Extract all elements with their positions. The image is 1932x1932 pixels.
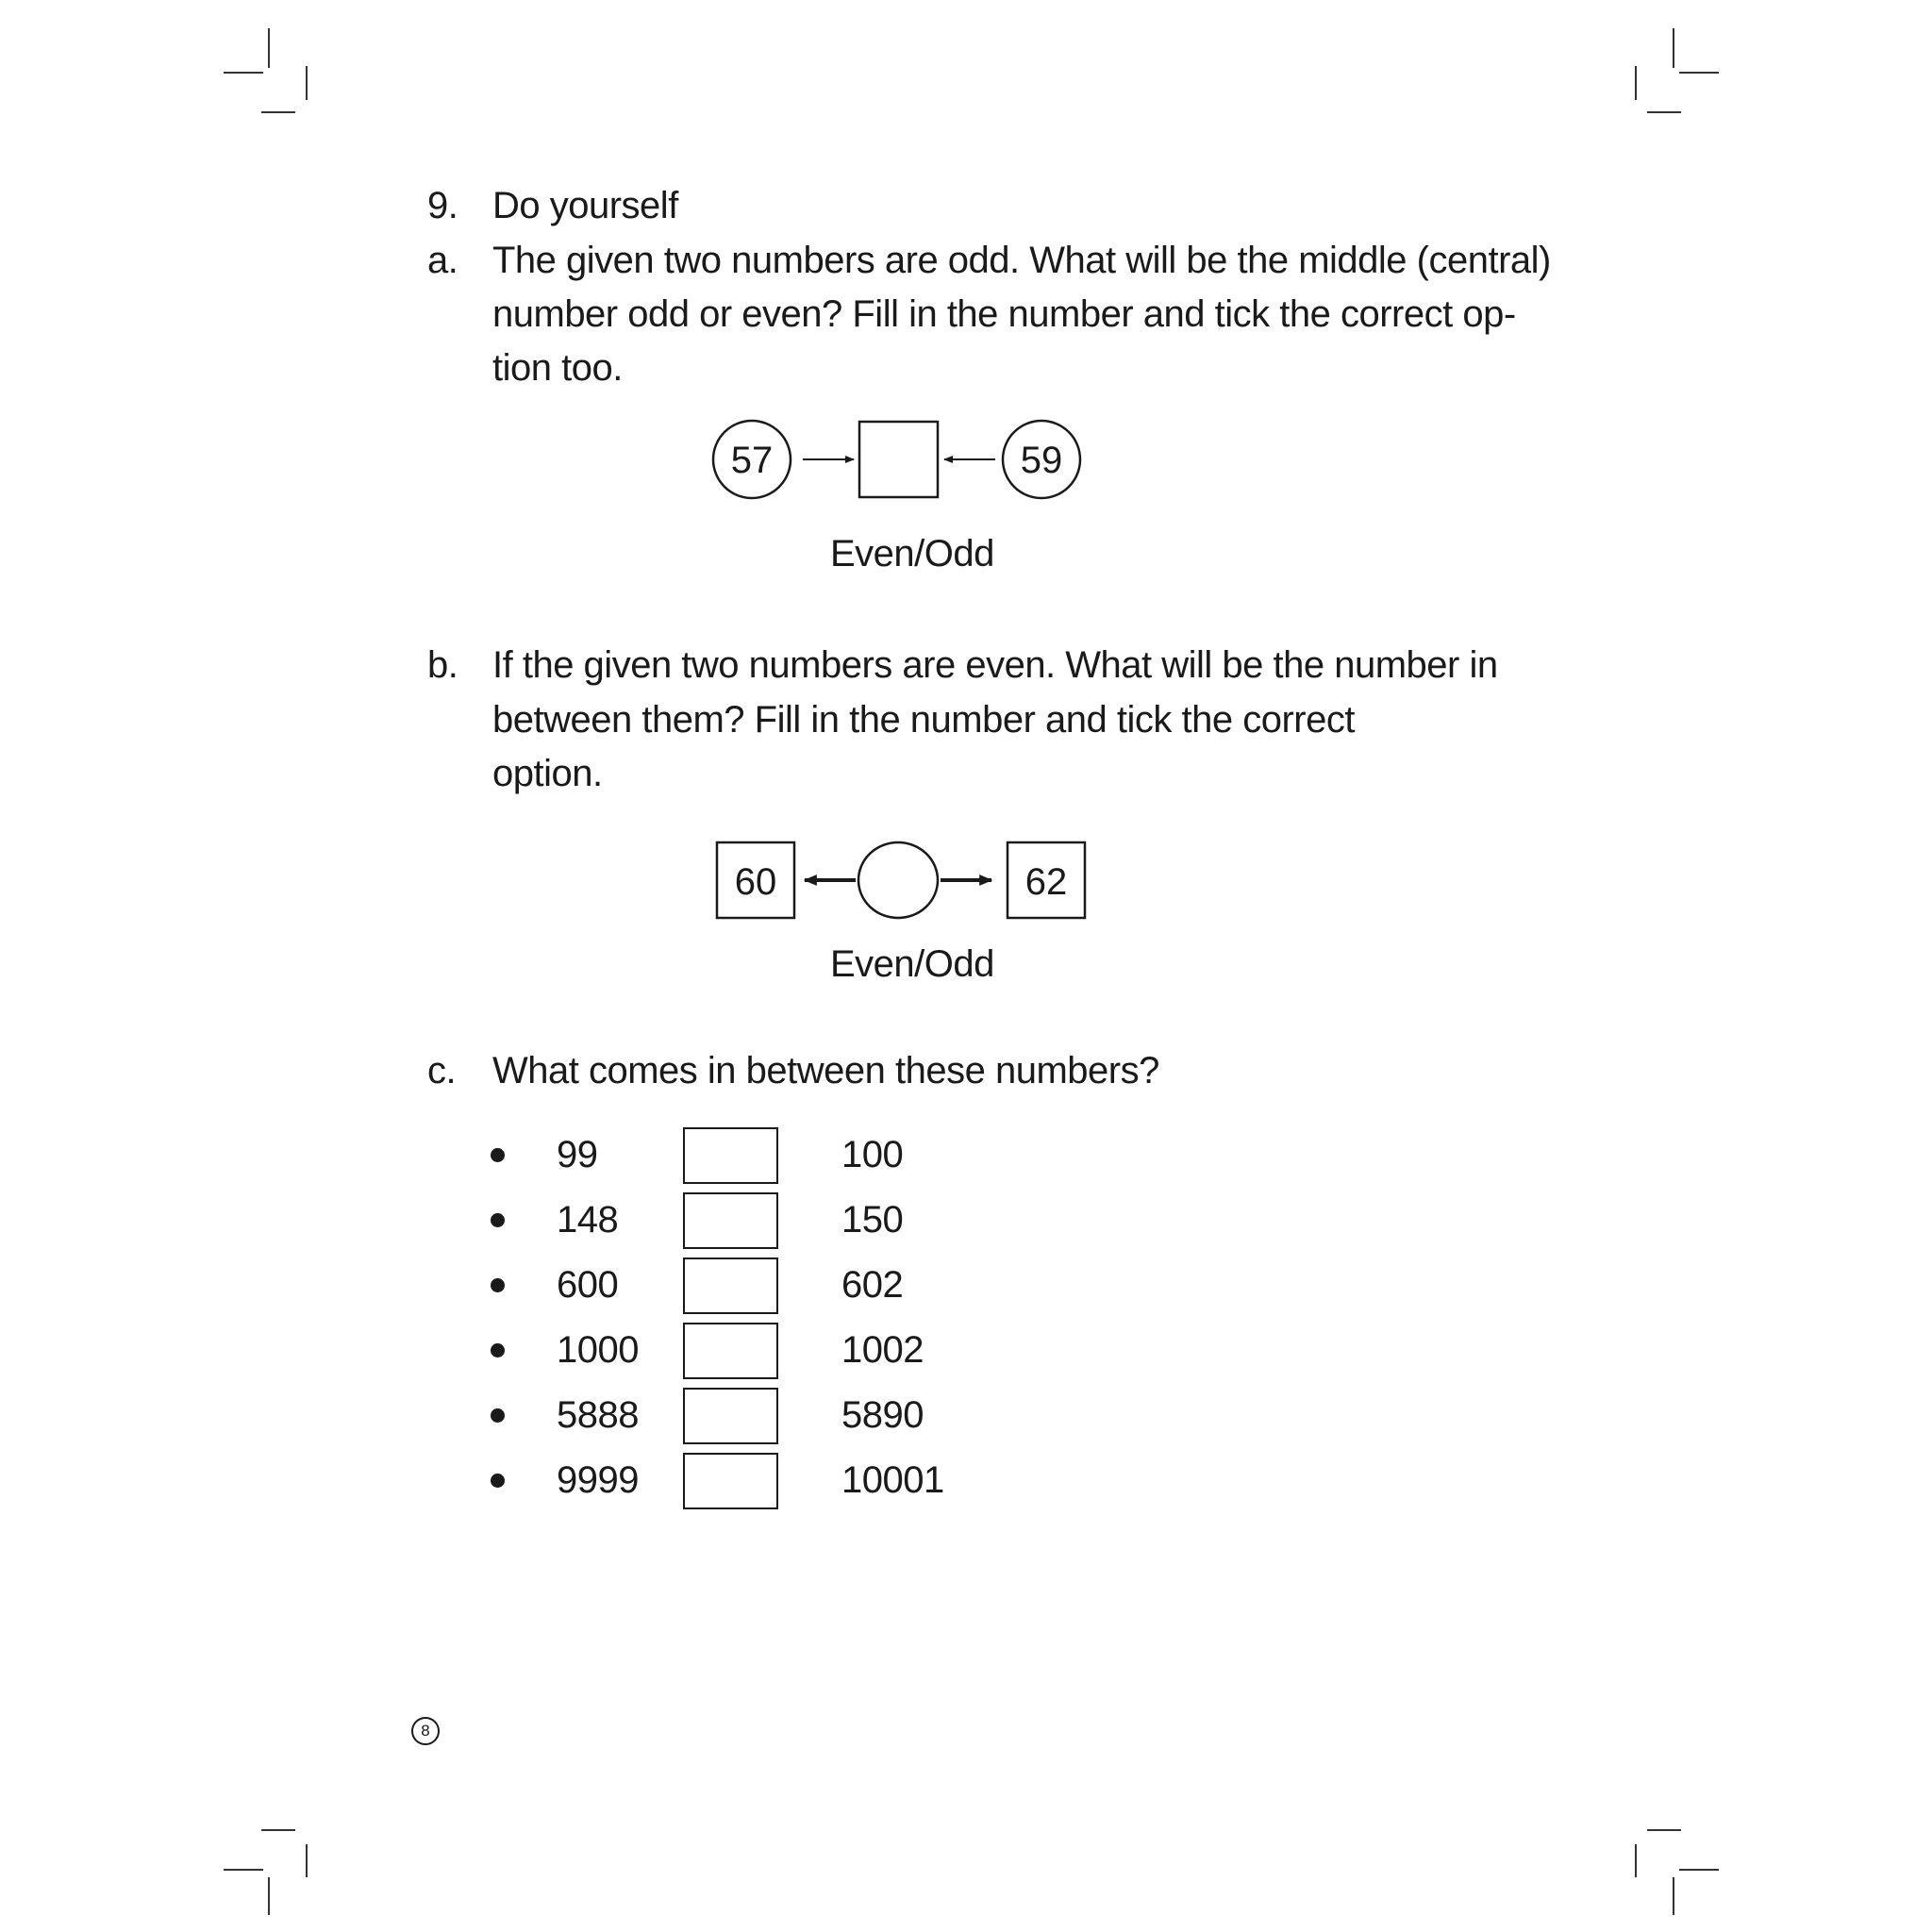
question-number: 9.: [427, 185, 458, 226]
part-a-left-number: 57: [730, 440, 774, 481]
part-a-line-1: The given two numbers are odd. What will be the middle (central): [492, 240, 1551, 281]
list-item: [491, 1192, 1057, 1251]
left-number: 1000: [557, 1329, 639, 1371]
right-number: 1002: [841, 1329, 924, 1371]
part-a-line-2: number odd or even? Fill in the number and tick the correct op-: [492, 293, 1516, 335]
part-b-even-odd-option[interactable]: Even/Odd: [830, 943, 994, 985]
left-number: 5888: [557, 1394, 639, 1436]
bullet-icon: [491, 1343, 505, 1357]
answer-box[interactable]: [683, 1127, 778, 1184]
part-b-line-2: between them? Fill in the number and tick the correct: [492, 699, 1355, 741]
answer-box[interactable]: [683, 1323, 778, 1379]
answer-box[interactable]: [683, 1388, 778, 1444]
part-a-diagram: [698, 415, 1113, 509]
part-a-even-odd-option[interactable]: Even/Odd: [830, 533, 994, 575]
left-number: 99: [557, 1134, 598, 1175]
part-c-prompt: What comes in between these numbers?: [492, 1050, 1159, 1091]
part-b-right-number: 62: [1024, 861, 1068, 903]
part-a-right-number: 59: [1020, 440, 1063, 481]
list-item: [491, 1323, 1057, 1381]
part-a-line-3: tion too.: [492, 347, 623, 389]
right-number: 150: [841, 1199, 904, 1241]
answer-box[interactable]: [683, 1257, 778, 1314]
right-number: 602: [841, 1264, 904, 1306]
part-b-answer-circle[interactable]: [858, 842, 938, 918]
bullet-icon: [491, 1474, 505, 1488]
part-b-diagram: [698, 835, 1113, 929]
bullet-icon: [491, 1278, 505, 1292]
part-b-left-number: 60: [734, 861, 777, 903]
right-number: 10001: [841, 1459, 944, 1501]
list-item: [491, 1453, 1057, 1511]
part-b-line-3: option.: [492, 753, 603, 794]
part-a-marker: a.: [427, 240, 458, 281]
bullet-icon: [491, 1408, 505, 1423]
left-number: 600: [557, 1264, 619, 1306]
list-item: [491, 1388, 1057, 1446]
part-b-line-1: If the given two numbers are even. What will be the number in: [492, 644, 1498, 686]
part-a-answer-box[interactable]: [859, 422, 938, 497]
bullet-icon: [491, 1213, 505, 1227]
left-number: 148: [557, 1199, 619, 1241]
part-b-marker: b.: [427, 644, 458, 686]
answer-box[interactable]: [683, 1453, 778, 1509]
left-number: 9999: [557, 1459, 639, 1501]
part-c-marker: c.: [427, 1050, 457, 1091]
question-title: Do yourself: [492, 185, 678, 226]
answer-box[interactable]: [683, 1192, 778, 1249]
list-item: [491, 1257, 1057, 1316]
page-number: 8: [411, 1717, 440, 1745]
list-item: [491, 1127, 1057, 1186]
right-number: 100: [841, 1134, 904, 1175]
right-number: 5890: [841, 1394, 924, 1436]
bullet-icon: [491, 1148, 505, 1162]
